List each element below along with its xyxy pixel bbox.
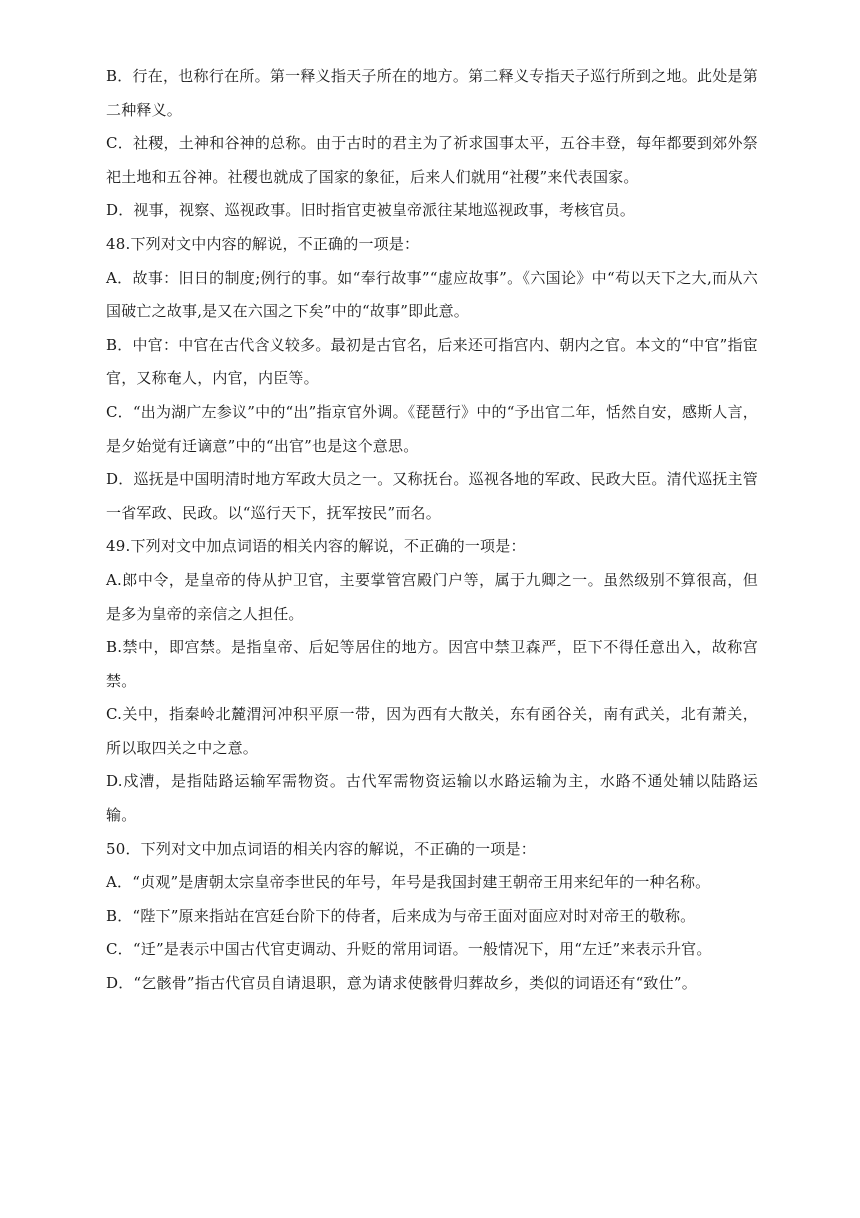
q49-option-b: B.禁中，即宫禁。是指皇帝、后妃等居住的地方。因宫中禁卫森严，臣下不得任意出入，故称宫禁。: [106, 638, 758, 690]
q48-option-d: D．巡抚是中国明清时地方军政大员之一。又称抚台。巡视各地的军政、民政大臣。清代巡抚主管一省军政、民政。以“巡行天下，抚军按民”而名。: [106, 470, 758, 522]
option-b-xingzai: B．行在，也称行在所。第一释义指天子所在的地方。第二释义专指天子巡行所到之地。此处是第二种释义。: [106, 67, 758, 119]
q48-option-b: B．中官：中官在古代含义较多。最初是古官名，后来还可指宫内、朝内之官。本文的“中官”指宦官，又称奄人，内官，内臣等。: [106, 335, 758, 388]
q49-option-c: C.关中，指秦岭北麓渭河冲积平原一带，因为西有大散关，东有函谷关，南有武关，北有萧关，所以取四关之中之意。: [106, 705, 758, 757]
question-49: 49.下列对文中加点词语的相关内容的解说，不正确的一项是：: [106, 537, 526, 556]
q50-option-b: B．“陛下”原来指站在宫廷台阶下的侍者，后来成为与帝王面对面应对时对帝王的敬称。: [106, 906, 696, 925]
option-c-sheji: C．社稷，土神和谷神的总称。由于古时的君主为了祈求国事太平，五谷丰登，每年都要到郊外祭祀土地和五谷神。社稷也就成了国家的象征，后来人们就用“社稷”来代表国家。: [106, 134, 758, 186]
document-body: [106, 60, 758, 1001]
q49-option-a: A.郎中令，是皇帝的侍从护卫官，主要掌管宫殿门户等，属于九卿之一。虽然级别不算很高，但是多为皇帝的亲信之人担任。: [106, 570, 758, 623]
q48-option-c: C．“出为湖广左参议”中的“出”指京官外调。《琵琶行》中的“予出官二年，恬然自安，感斯人言，是夕始觉有迁谪意”中的“出官”也是这个意思。: [106, 402, 758, 455]
question-50: 50．下列对文中加点词语的相关内容的解说，不正确的一项是：: [106, 839, 536, 858]
option-d-shishi: D．视事，视察、巡视政事。旧时指官吏被皇帝派往某地巡视政事，考核官员。: [106, 201, 636, 220]
q49-option-d: D.戍漕，是指陆路运输军需物资。古代军需物资运输以水路运输为主，水路不通处辅以陆路运输。: [106, 772, 758, 825]
question-48: 48.下列对文中内容的解说，不正确的一项是：: [106, 234, 420, 253]
q50-option-d: D．“乞骸骨”指古代官员自请退职，意为请求使骸骨归葬故乡，类似的词语还有“致仕”。: [106, 974, 697, 993]
q48-option-a: A．故事：旧日的制度;例行的事。如“奉行故事”“虚应故事”。《六国论》中“苟以天下之大,而从六国破亡之故事,是又在六国之下矣”中的“故事”即此意。: [106, 268, 758, 321]
q50-option-c: C．“迁”是表示中国古代官吏调动、升贬的常用词语。一般情况下，用“左迁”来表示升官。: [106, 940, 712, 959]
q50-option-a: A．“贞观”是唐朝太宗皇帝李世民的年号，年号是我国封建王朝帝王用来纪年的一种名称。: [106, 873, 711, 892]
